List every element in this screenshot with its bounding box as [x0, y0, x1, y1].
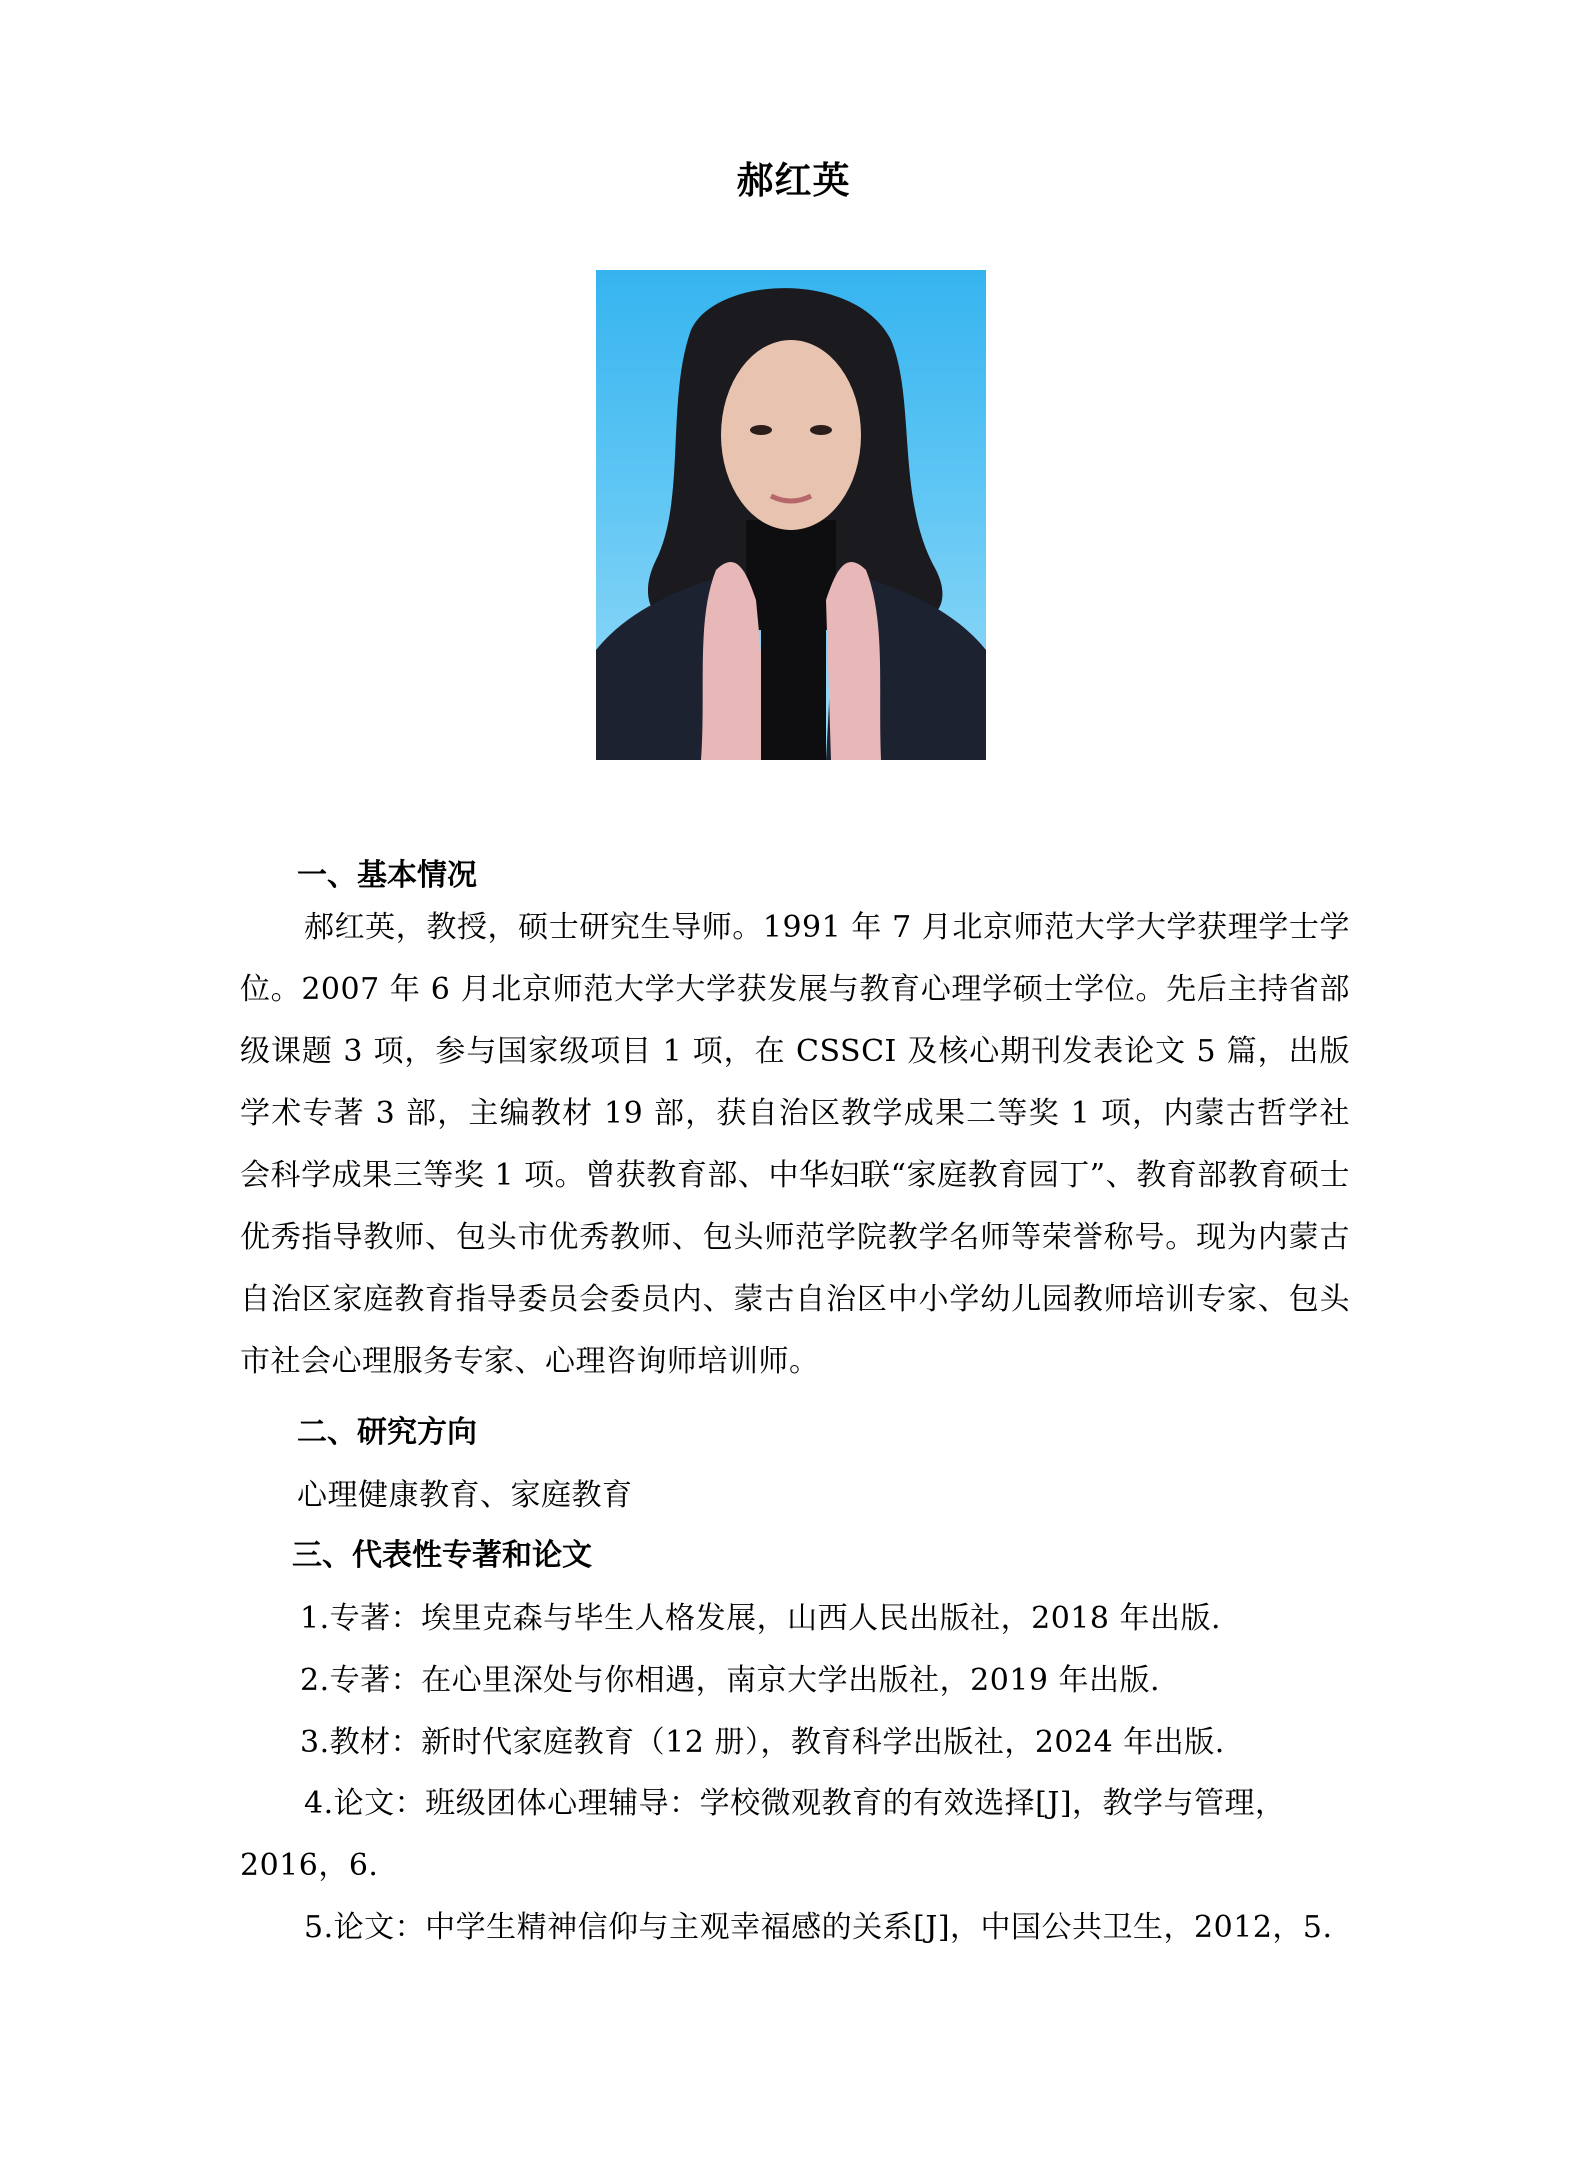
research-directions: 心理健康教育、家庭教育 — [297, 1478, 633, 1513]
work-item-2: 2.专著：在心里深处与你相遇，南京大学出版社，2019 年出版. — [300, 1663, 1161, 1698]
section-heading-basic: 一、基本情况 — [297, 858, 477, 893]
section-heading-research: 二、研究方向 — [297, 1415, 477, 1450]
section-heading-works: 三、代表性专著和论文 — [292, 1538, 592, 1573]
basic-info-paragraph: 郝红英，教授，硕士研究生导师。1991 年 7 月北京师范大学大学获理学士学位。2007 年 6 月北京师范大学大学获发展与教育心理学硕士学位。先后主持省部级课题 3 项，参与国家级项目 1 项，在 CSSCI 及核心期刊发表论文 5 篇，出版学术专著 3 部，主编教材 19 部，获自治区教学成果二等奖 1 项，内蒙古哲学社会科学成果三等奖 1 项。曾获教育部、中华妇联“家庭教育园丁”、教育部教育硕士优秀指导教师、包头市优秀教师、包头师范学院教学名师等荣誉称号。现为内蒙古自治区家庭教育指导委员会委员内、蒙古自治区中小学幼儿园教师培训专家、包头市社会心理服务专家、心理咨询师培训师。 — [240, 910, 1350, 1379]
work-item-5: 5.论文：中学生精神信仰与主观幸福感的关系[J]，中国公共卫生，2012，5. — [304, 1910, 1333, 1945]
portrait-photo — [596, 270, 986, 760]
work-item-4: 4.论文：班级团体心理辅导：学校微观教育的有效选择[J]，教学与管理，2016，6. — [240, 1786, 1286, 1883]
work-item-1: 1.专著：埃里克森与毕生人格发展，山西人民出版社，2018 年出版. — [300, 1601, 1222, 1636]
portrait-photo-icon — [596, 270, 986, 760]
work-item-3: 3.教材：新时代家庭教育（12 册），教育科学出版社，2024 年出版. — [300, 1725, 1225, 1760]
page-title: 郝红英 — [736, 158, 851, 202]
